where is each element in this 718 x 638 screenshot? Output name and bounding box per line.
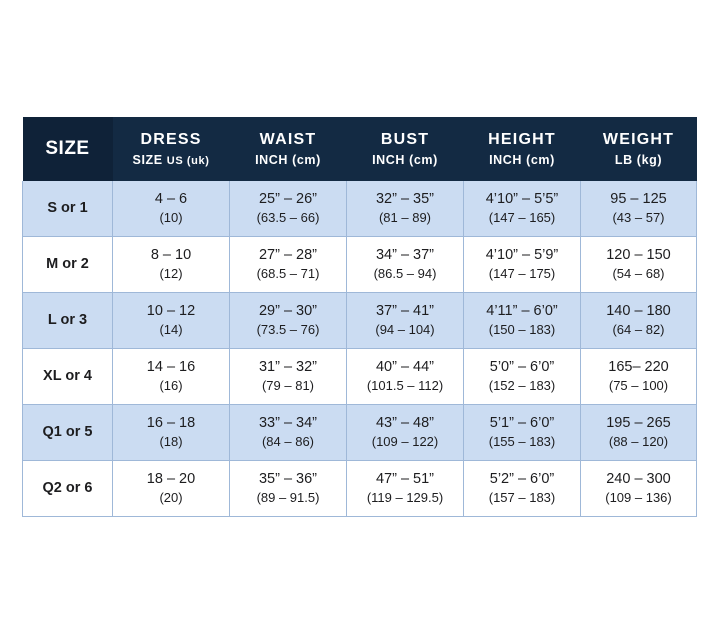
cell-waist [230, 293, 347, 349]
cell-weight-main: 120 – 150 [606, 247, 671, 264]
column-header-height-main: HEIGHT [488, 130, 556, 148]
cell-height [464, 405, 581, 461]
cell-size-label: L or 3 [47, 311, 88, 328]
table-row [23, 237, 697, 293]
cell-height-sub: (150 – 183) [488, 322, 556, 338]
cell-bust-main: 32” – 35” [375, 191, 435, 208]
cell-height [464, 349, 581, 405]
cell-waist [230, 461, 347, 517]
cell-bust-main: 34” – 37” [375, 247, 435, 264]
table-header-row [23, 117, 697, 181]
cell-bust-sub: (94 – 104) [375, 322, 435, 338]
table-row [23, 349, 697, 405]
column-header-bust [347, 117, 464, 181]
cell-waist-main: 35” – 36” [258, 471, 318, 488]
column-header-dress-size-sub-text: SIZE [132, 152, 163, 167]
cell-waist-main: 29” – 30” [258, 303, 318, 320]
cell-size-label: M or 2 [46, 255, 89, 272]
column-header-waist-sub: INCH (cm) [255, 152, 321, 167]
cell-waist-sub: (89 – 91.5) [256, 490, 320, 506]
cell-waist-sub: (79 – 81) [261, 378, 315, 394]
cell-size-label: Q1 or 5 [42, 423, 93, 440]
cell-waist [230, 181, 347, 237]
cell-dress-size-sub: (12) [159, 266, 183, 282]
cell-bust-sub: (81 – 89) [378, 210, 432, 226]
cell-waist [230, 237, 347, 293]
cell-weight-sub: (43 – 57) [612, 210, 665, 226]
column-header-size [23, 117, 113, 181]
cell-weight-sub: (109 – 136) [605, 490, 672, 506]
cell-dress-size-sub: (18) [159, 434, 183, 450]
cell-dress-size [113, 293, 230, 349]
cell-height [464, 237, 581, 293]
cell-weight-main: 95 – 125 [610, 191, 667, 208]
cell-bust-main: 40” – 44” [375, 359, 435, 376]
cell-height-sub: (157 – 183) [488, 490, 556, 506]
cell-weight-main: 195 – 265 [606, 415, 671, 432]
cell-size [23, 293, 113, 349]
cell-height-main: 5’2” – 6’0” [489, 471, 555, 488]
cell-dress-size-sub: (14) [159, 322, 183, 338]
table-header [23, 117, 697, 181]
cell-waist-sub: (73.5 – 76) [256, 322, 320, 338]
cell-dress-size-sub: (20) [159, 490, 183, 506]
cell-bust [347, 293, 464, 349]
column-header-waist [230, 117, 347, 181]
cell-weight [581, 293, 697, 349]
cell-size [23, 461, 113, 517]
cell-weight-main: 240 – 300 [606, 471, 671, 488]
cell-height-main: 5’1” – 6’0” [489, 415, 555, 432]
size-chart-table-wrapper [22, 117, 696, 517]
cell-bust [347, 405, 464, 461]
cell-bust-sub: (101.5 – 112) [366, 378, 444, 394]
cell-weight-sub: (64 – 82) [612, 322, 665, 338]
cell-weight-sub: (88 – 120) [608, 434, 669, 450]
column-header-weight-sub: LB (kg) [614, 152, 663, 167]
cell-waist-main: 33” – 34” [258, 415, 318, 432]
size-chart-table [22, 117, 697, 517]
column-header-dress-size-sub [117, 152, 226, 168]
table-body [23, 181, 697, 517]
column-header-size-label: SIZE [45, 137, 90, 159]
cell-height [464, 181, 581, 237]
cell-dress-size-sub: (10) [159, 210, 183, 226]
cell-height-main: 4’11” – 6’0” [486, 303, 558, 320]
cell-bust-main: 47” – 51” [375, 471, 435, 488]
cell-dress-size [113, 237, 230, 293]
cell-waist-main: 27” – 28” [258, 247, 318, 264]
table-row [23, 181, 697, 237]
cell-dress-size-main: 14 – 16 [146, 359, 196, 376]
column-header-dress-size-main: DRESS [140, 130, 202, 148]
cell-height [464, 461, 581, 517]
cell-height-sub: (155 – 183) [488, 434, 556, 450]
cell-weight [581, 405, 697, 461]
cell-weight [581, 237, 697, 293]
cell-size-label: XL or 4 [43, 367, 92, 384]
cell-height-sub: (147 – 165) [488, 210, 556, 226]
cell-bust-main: 43” – 48” [375, 415, 435, 432]
cell-bust-sub: (109 – 122) [371, 434, 439, 450]
cell-bust [347, 181, 464, 237]
column-header-dress-size [113, 117, 230, 181]
cell-height-sub: (152 – 183) [488, 378, 556, 394]
cell-dress-size [113, 181, 230, 237]
cell-height [464, 293, 581, 349]
cell-waist-sub: (63.5 – 66) [256, 210, 320, 226]
cell-waist-sub: (68.5 – 71) [256, 266, 320, 282]
cell-bust-sub: (119 – 129.5) [366, 490, 444, 506]
cell-weight-main: 165– 220 [608, 359, 669, 376]
cell-height-main: 4’10” – 5’5” [485, 191, 559, 208]
cell-weight [581, 461, 697, 517]
cell-waist [230, 405, 347, 461]
cell-waist-main: 31” – 32” [258, 359, 318, 376]
cell-bust-main: 37” – 41” [375, 303, 435, 320]
cell-height-main: 4’10” – 5’9” [485, 247, 559, 264]
column-header-waist-main: WAIST [259, 130, 317, 148]
column-header-height-sub: INCH (cm) [489, 152, 555, 167]
cell-weight [581, 349, 697, 405]
cell-weight [581, 181, 697, 237]
cell-weight-sub: (54 – 68) [612, 266, 665, 282]
cell-dress-size-main: 10 – 12 [146, 303, 196, 320]
table-row [23, 461, 697, 517]
cell-dress-size-main: 16 – 18 [146, 415, 196, 432]
cell-dress-size [113, 405, 230, 461]
cell-weight-sub: (75 – 100) [608, 378, 669, 394]
cell-height-sub: (147 – 175) [488, 266, 556, 282]
column-header-weight [581, 117, 697, 181]
cell-size [23, 237, 113, 293]
cell-dress-size-main: 8 – 10 [150, 247, 192, 264]
cell-bust [347, 237, 464, 293]
cell-height-main: 5’0” – 6’0” [489, 359, 555, 376]
column-header-weight-main: WEIGHT [602, 130, 675, 148]
cell-dress-size-main: 4 – 6 [154, 191, 188, 208]
cell-dress-size-main: 18 – 20 [146, 471, 196, 488]
cell-size [23, 181, 113, 237]
cell-bust [347, 349, 464, 405]
cell-size-label: S or 1 [47, 199, 88, 216]
cell-bust [347, 461, 464, 517]
column-header-height [464, 117, 581, 181]
cell-size-label: Q2 or 6 [42, 479, 93, 496]
column-header-bust-sub: INCH (cm) [372, 152, 438, 167]
cell-waist-main: 25” – 26” [258, 191, 318, 208]
cell-dress-size [113, 349, 230, 405]
cell-size [23, 349, 113, 405]
cell-waist [230, 349, 347, 405]
column-header-dress-size-units: US (uk) [166, 154, 210, 167]
cell-dress-size [113, 461, 230, 517]
cell-size [23, 405, 113, 461]
cell-bust-sub: (86.5 – 94) [373, 266, 437, 282]
table-row [23, 405, 697, 461]
table-row [23, 293, 697, 349]
cell-waist-sub: (84 – 86) [261, 434, 315, 450]
cell-dress-size-sub: (16) [159, 378, 183, 394]
cell-weight-main: 140 – 180 [606, 303, 671, 320]
column-header-bust-main: BUST [380, 130, 430, 148]
